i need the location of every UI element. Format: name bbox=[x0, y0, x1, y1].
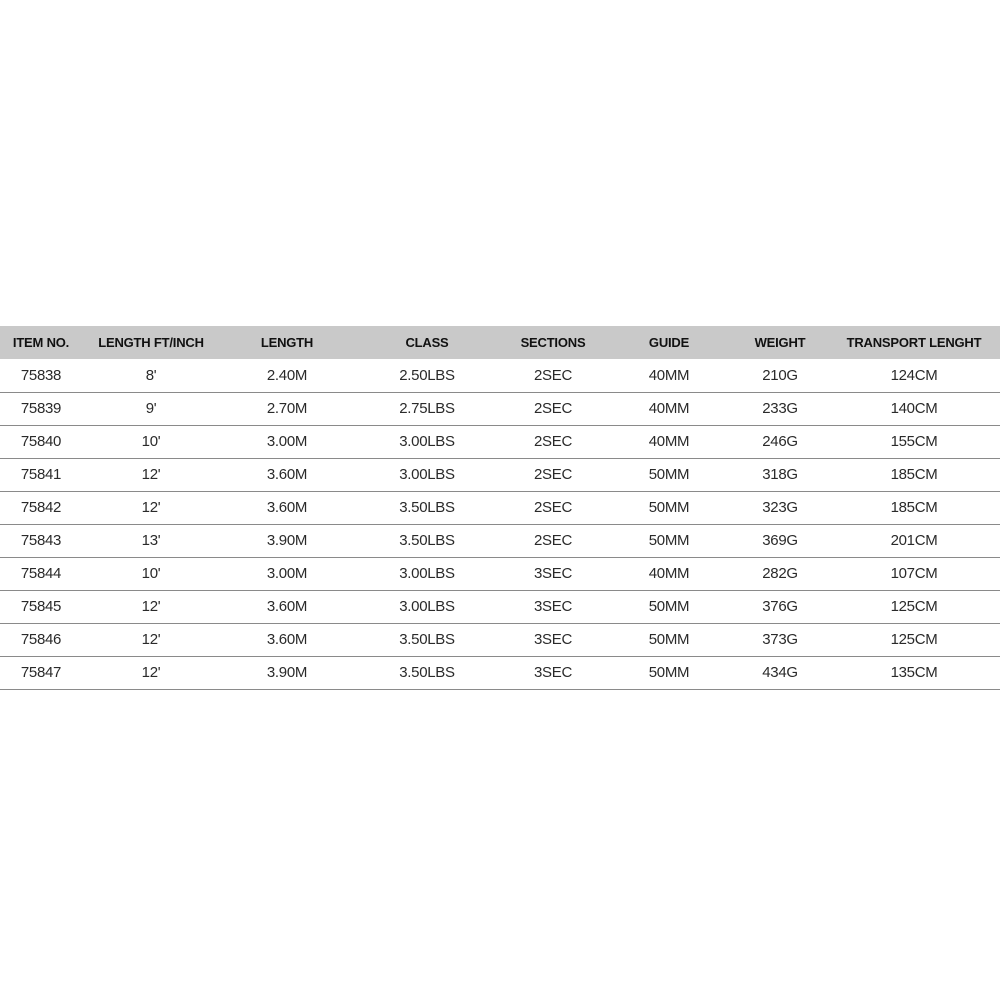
sections-cell: 2SEC bbox=[534, 366, 572, 384]
length-ft-inch-cell: 9' bbox=[145, 400, 157, 417]
weight-cell: 369G bbox=[762, 532, 798, 549]
item-no-cell: 75838 bbox=[20, 366, 62, 384]
transport-length-cell: 107CM bbox=[890, 565, 938, 582]
weight-cell: 434G bbox=[762, 664, 798, 681]
table-row bbox=[0, 557, 1000, 590]
length-cell: 3.60M bbox=[266, 466, 308, 483]
class-cell: 3.00LBS bbox=[399, 598, 455, 615]
header-item-no: ITEM NO. bbox=[12, 335, 70, 350]
item-no-cell: 75841 bbox=[20, 466, 62, 483]
transport-length-cell: 185CM bbox=[890, 499, 938, 516]
sections-cell: 2SEC bbox=[534, 499, 572, 516]
guide-cell: 50MM bbox=[648, 598, 690, 615]
weight-cell: 282G bbox=[762, 565, 798, 582]
length-ft-inch-cell: 12' bbox=[141, 664, 161, 681]
table-row bbox=[0, 425, 1000, 458]
table-row bbox=[0, 590, 1000, 623]
length-cell: 3.90M bbox=[266, 532, 308, 549]
length-ft-inch-cell: 12' bbox=[141, 466, 161, 483]
class-cell: 2.50LBS bbox=[399, 366, 455, 384]
length-cell: 3.90M bbox=[266, 664, 308, 681]
class-cell: 3.00LBS bbox=[399, 466, 455, 483]
weight-cell: 318G bbox=[762, 466, 798, 483]
header-length: LENGTH bbox=[260, 335, 314, 350]
class-cell: 3.00LBS bbox=[399, 565, 455, 582]
item-no-cell: 75842 bbox=[20, 499, 62, 516]
length-cell: 3.60M bbox=[266, 598, 308, 615]
product-spec-table bbox=[0, 326, 1000, 690]
transport-length-cell: 185CM bbox=[890, 466, 938, 483]
table-row bbox=[0, 623, 1000, 656]
weight-cell: 210G bbox=[762, 366, 798, 384]
guide-cell: 40MM bbox=[648, 400, 690, 417]
guide-cell: 40MM bbox=[648, 366, 690, 384]
length-cell: 2.70M bbox=[266, 400, 308, 417]
header-class: CLASS bbox=[405, 335, 449, 350]
class-cell: 3.50LBS bbox=[399, 631, 455, 648]
guide-cell: 40MM bbox=[648, 565, 690, 582]
table-row bbox=[0, 491, 1000, 524]
weight-cell: 373G bbox=[762, 631, 798, 648]
header-row bbox=[0, 326, 1000, 359]
weight-cell: 246G bbox=[762, 433, 798, 450]
class-cell: 3.50LBS bbox=[399, 532, 455, 549]
weight-cell: 376G bbox=[762, 598, 798, 615]
table-body bbox=[0, 359, 1000, 689]
length-cell: 2.40M bbox=[266, 366, 308, 384]
item-no-cell: 75845 bbox=[20, 598, 62, 615]
item-no-cell: 75840 bbox=[20, 433, 62, 450]
class-cell: 3.00LBS bbox=[399, 433, 455, 450]
weight-cell: 233G bbox=[762, 400, 798, 417]
guide-cell: 40MM bbox=[648, 433, 690, 450]
table-header bbox=[0, 326, 1000, 359]
table-row bbox=[0, 524, 1000, 557]
item-no-cell: 75846 bbox=[20, 631, 62, 648]
table-row bbox=[0, 359, 1000, 392]
class-cell: 3.50LBS bbox=[399, 499, 455, 516]
length-ft-inch-cell: 12' bbox=[141, 598, 161, 615]
header-sections: SECTIONS bbox=[520, 335, 586, 350]
length-ft-inch-cell: 13' bbox=[141, 532, 161, 549]
length-ft-inch-cell: 10' bbox=[141, 565, 161, 582]
class-cell: 2.75LBS bbox=[399, 400, 455, 417]
length-ft-inch-cell: 12' bbox=[141, 499, 161, 516]
length-ft-inch-cell: 8' bbox=[145, 366, 157, 384]
table-row bbox=[0, 656, 1000, 689]
transport-length-cell: 135CM bbox=[890, 664, 938, 681]
length-cell: 3.00M bbox=[266, 565, 308, 582]
transport-length-cell: 155CM bbox=[890, 433, 938, 450]
sections-cell: 2SEC bbox=[534, 532, 572, 549]
class-cell: 3.50LBS bbox=[399, 664, 455, 681]
header-transport-length: TRANSPORT LENGHT bbox=[846, 335, 982, 350]
weight-cell: 323G bbox=[762, 499, 798, 516]
sections-cell: 2SEC bbox=[534, 400, 572, 417]
sections-cell: 3SEC bbox=[534, 565, 572, 582]
header-guide: GUIDE bbox=[648, 335, 690, 350]
length-cell: 3.00M bbox=[266, 433, 308, 450]
length-cell: 3.60M bbox=[266, 631, 308, 648]
guide-cell: 50MM bbox=[648, 499, 690, 516]
guide-cell: 50MM bbox=[648, 631, 690, 648]
table-row bbox=[0, 392, 1000, 425]
item-no-cell: 75843 bbox=[20, 532, 62, 549]
guide-cell: 50MM bbox=[648, 466, 690, 483]
length-ft-inch-cell: 10' bbox=[141, 433, 161, 450]
transport-length-cell: 124CM bbox=[890, 366, 938, 384]
item-no-cell: 75839 bbox=[20, 400, 62, 417]
table-row bbox=[0, 458, 1000, 491]
length-cell: 3.60M bbox=[266, 499, 308, 516]
sections-cell: 2SEC bbox=[534, 433, 572, 450]
transport-length-cell: 125CM bbox=[890, 631, 938, 648]
transport-length-cell: 140CM bbox=[890, 400, 938, 417]
sections-cell: 3SEC bbox=[534, 664, 572, 681]
header-weight: WEIGHT bbox=[754, 335, 806, 350]
sections-cell: 2SEC bbox=[534, 466, 572, 483]
item-no-cell: 75844 bbox=[20, 565, 62, 582]
transport-length-cell: 125CM bbox=[890, 598, 938, 615]
length-ft-inch-cell: 12' bbox=[141, 631, 161, 648]
guide-cell: 50MM bbox=[648, 532, 690, 549]
transport-length-cell: 201CM bbox=[890, 532, 938, 549]
header-length-ft-inch: LENGTH FT/INCH bbox=[98, 335, 204, 350]
item-no-cell: 75847 bbox=[20, 664, 62, 681]
sections-cell: 3SEC bbox=[534, 598, 572, 615]
guide-cell: 50MM bbox=[648, 664, 690, 681]
sections-cell: 3SEC bbox=[534, 631, 572, 648]
